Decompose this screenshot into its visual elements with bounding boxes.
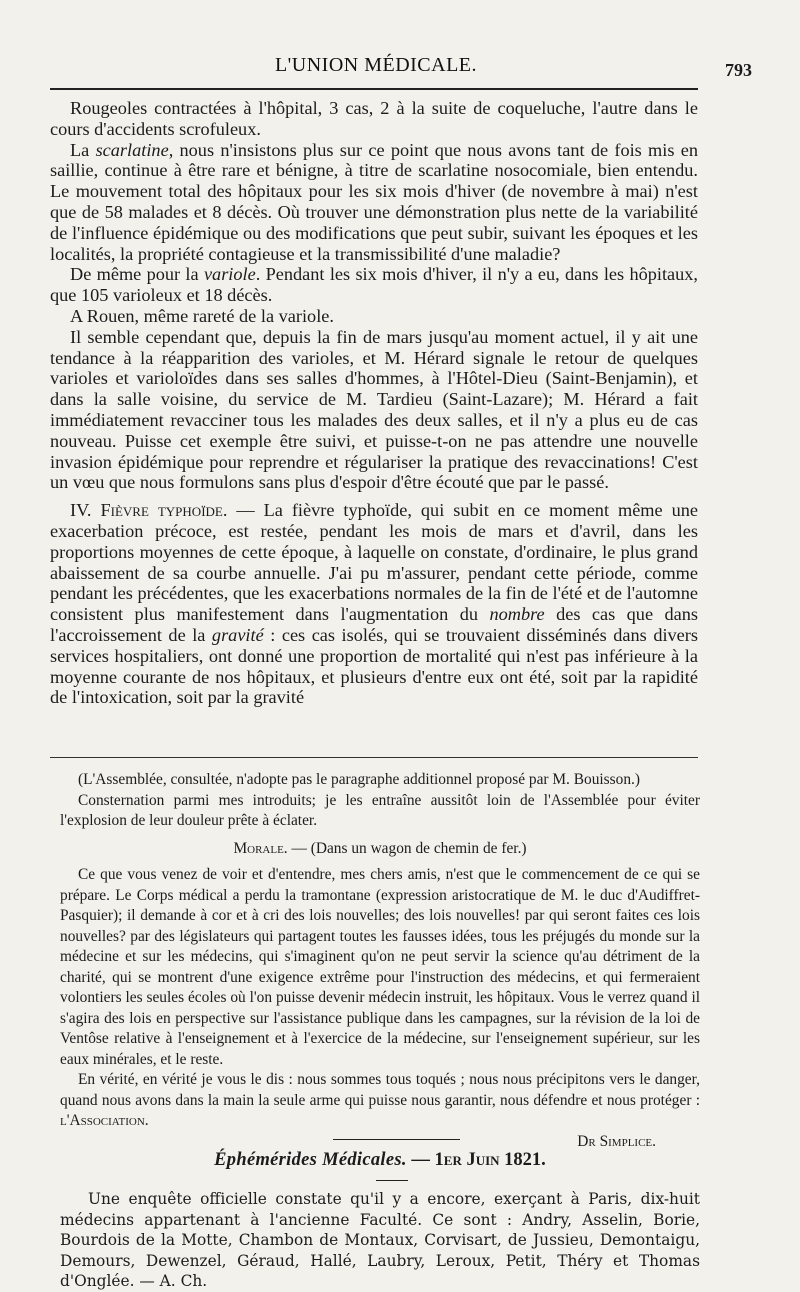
header-rule — [50, 88, 698, 90]
emphasis-text: scarlatine — [95, 139, 169, 160]
paragraph — [60, 1070, 700, 1132]
signature: Dr Simplice. — [577, 1132, 656, 1150]
paragraph-text: — La fièvre typhoïde, qui subit en ce moment même une exacerbation précoce, est restée, pendant les mois de mars et d'avril, dans les proportions moyennes de cette époque, à laquelle on constate, d'ordinaire, le plus grand abaissement de sa courbe annuelle. J'ai pu m'assurer, pendant cette période, comme pendant les précédentes, que les exacerbations normales de la fin de l'été et de l'automne consistent plus manifestement dans l'augmentation du — [50, 500, 698, 625]
paragraph — [60, 770, 700, 791]
ephemerides-body — [60, 1189, 700, 1292]
association-text: l'Association. — [60, 1112, 149, 1129]
paragraph-text: Une enquête officielle constate qu'il y a encore, exerçant à Paris, dix-huit médecins appartenant à l'ancienne Faculté. Ce sont : Andry, Asselin, Borie, Bourdois de la Motte, Chambon de Montaux, Corvisart, de Jussieu, Demontaigu, Demours, Dewenzel, Géraud, Hallé, Laubry, Leroux, Petit, Théry et Thomas d'Onglée. — A. Ch. — [60, 1190, 700, 1290]
signature-line — [60, 1132, 700, 1152]
paragraph — [50, 264, 698, 306]
paragraph-text: De même pour la — [70, 264, 204, 285]
paragraph — [60, 1189, 700, 1292]
paragraph-text: . Pendant les six mois d'hiver, il n'y a eu, dans les hôpitaux, que 105 varioleux et 18 décès. — [50, 264, 698, 306]
feuilleton-rule — [50, 757, 698, 758]
paragraph — [50, 500, 698, 708]
title-separator: — — [406, 1150, 435, 1170]
paragraph-text: A Rouen, même rareté de la variole. — [70, 305, 334, 326]
title-rule — [376, 1180, 408, 1181]
paragraph — [50, 98, 698, 140]
paragraph-text: : ces cas isolés, qui se trouvaient disséminés dans divers services hospitaliers, ont donné une proportion de mortalité qui n'est pas inférieure à la moyenne courante de nos hôpitaux, et plusieurs d'entre eux ont été, soit par la rapidité de l'intoxication, soit par la gravité — [50, 624, 698, 708]
paragraph-text: La — [70, 139, 96, 160]
scene-note: — (Dans un wagon de chemin de fer.) — [287, 839, 527, 857]
paragraph-text: Rougeoles contractées à l'hôpital, 3 cas, 2 à la suite de coqueluche, l'autre dans le cours d'accidents scrofuleux. — [50, 98, 698, 139]
paragraph — [50, 327, 698, 493]
section-number: IV. — [70, 500, 101, 521]
emphasis-text: nombre — [489, 604, 545, 625]
paragraph-text: En vérité, en vérité je vous le dis : nous sommes tous toqués ; nous nous précipitons vers le danger, quand nous avons dans la main la seule arme qui puisse nous garantir, nous défendre et nous protéger : — [60, 1071, 700, 1109]
emphasis-text: gravité — [211, 624, 264, 645]
paragraph-text: Ce que vous venez de voir et d'entendre, mes chers amis, n'est que le commencement de ce qui se prépare. Le Corps médical a perdu la tramontane (expression aristocratique de M. le duc d'Audiffret-Pasquier); il demande à cor et à cri des lois nouvelles; des lois nouvelles! par qui seront faites ces lois nouvelles? par des législateurs qui partagent toutes les fausses idées, tous les préjugés du monde sur la médecine et sur les médecins, qui s'imaginent qu'on ne peut servir la science qu'au détriment de la charité, qui se montrent d'une exigence extrême pour l'instruction des médecins, et qui fermeraient volontiers les seules écoles où l'on puisse devenir médecin instruit, les hôpitaux. Vous le verrez quand il s'agira des lois en perspective sur l'assistance publique dans les campagnes, sur la révision de la loi de Ventôse relative à l'enseignement et à l'exercice de la médecine, sur l'enseignement supérieur, sur les eaux minérales, et le reste. — [60, 866, 700, 1068]
page-number: 793 — [725, 60, 752, 80]
paragraph-text: Consternation parmi mes introduits; je les entraîne aussitôt loin de l'Assemblée pour éviter l'explosion de leur douleur prête à éclater. — [60, 791, 700, 829]
paragraph-text: Il semble cependant que, depuis la fin de mars jusqu'au moment actuel, il y ait une tendance à la réapparition des varioles, et M. Hérard signale le retour de quelques varioles et varioloïdes dans ses salles d'hommes, à l'Hôtel-Dieu (Saint-Benjamin), et dans la salle voisine, du service de M. Tardieu (Saint-Lazare); M. Hérard a fait immédiatement revacciner tous les malades des deux salles, et il n'y a plus eu de cas nouveau. Puisse cet exemple être suivi, et puisse-t-on ne pas attendre une nouvelle invasion épidémique pour reprendre et régulariser la pratique des revaccinations! C'est un vœu que nous formulons sans plus d'espoir d'être écouté que par le passé. — [50, 326, 698, 493]
running-head: L'UNION MÉDICALE. — [274, 54, 478, 76]
emphasis-text: variole — [203, 264, 256, 285]
ephemerides-date: 1er Juin 1821. — [434, 1150, 546, 1170]
paragraph — [60, 791, 700, 832]
article-body — [50, 98, 698, 708]
paragraph — [50, 140, 698, 265]
paragraph — [60, 865, 700, 1070]
paragraph-text: des cas que dans l'accroissement de la — [50, 604, 698, 645]
scene-label: Morale. — [233, 839, 288, 857]
paragraph-text: (L'Assemblée, consultée, n'adopte pas le paragraphe additionnel proposé par M. Bouisson.) — [78, 771, 641, 788]
ephemerides-heading: Éphémérides Médicales. — [214, 1150, 407, 1170]
ephemerides-title — [60, 1150, 700, 1171]
feuilleton — [60, 770, 700, 1152]
paragraph-text: , nous n'insistons plus sur ce point que nous avons tant de fois mis en saillie, continue à être rare et bénigne, à titre de scarlatine nosocomiale, bien entendu. Le mouvement total des hôpitaux pour les six mois d'hiver (de novembre à mai) n'est que de 58 malades et 8 décès. Où trouver une démonstration plus nette de la variabilité de l'influence épidémique ou des modifications que peut subir, suivant les époques et les localités, la propriété contagieuse et la transmissibilité d'une maladie? — [50, 139, 698, 264]
paragraph — [50, 306, 698, 327]
section-heading: Fièvre typhoïde. — [100, 500, 228, 521]
page-header — [50, 52, 752, 82]
scene-heading — [60, 839, 700, 860]
section-rule — [333, 1139, 460, 1140]
